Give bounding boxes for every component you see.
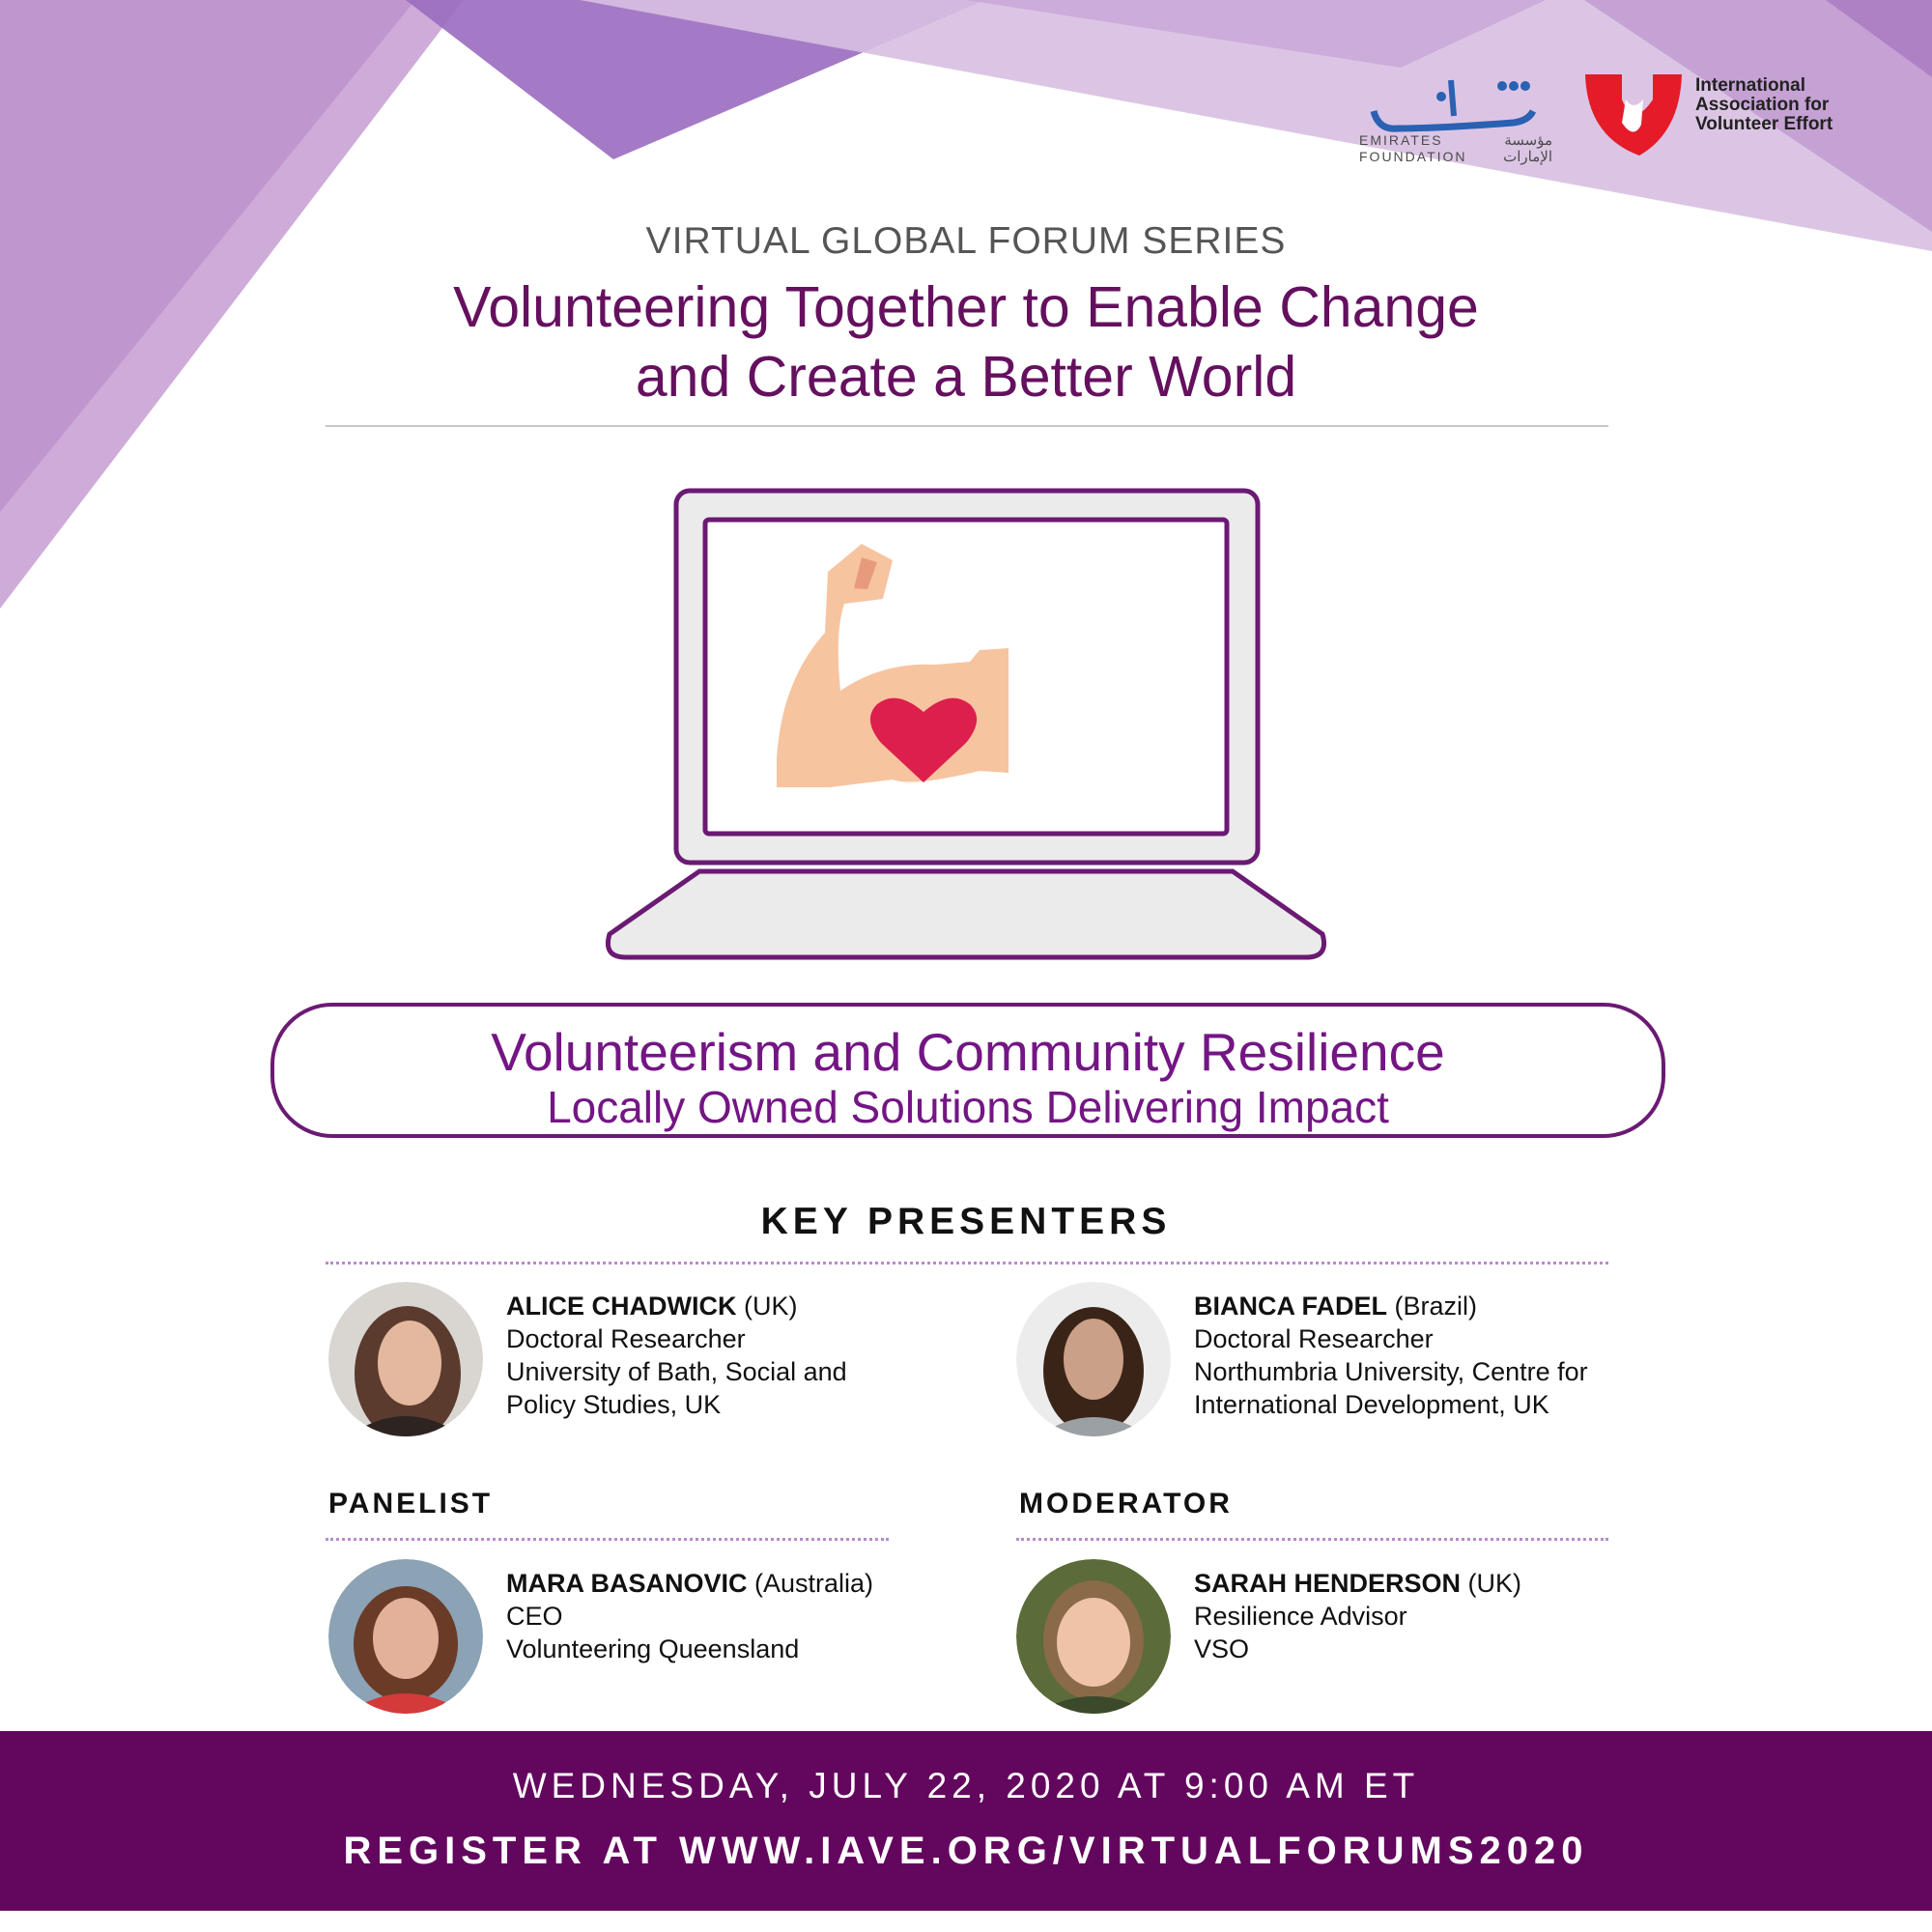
presenter-country: (Brazil) — [1387, 1292, 1477, 1321]
moderator-card — [1016, 1559, 1521, 1714]
presenter-card — [328, 1282, 847, 1436]
panelist-country: (Australia) — [747, 1569, 874, 1598]
iave-mark-icon — [1583, 72, 1684, 157]
iave-name: International Association for Volunteer Effort — [1695, 75, 1833, 134]
avatar — [328, 1559, 483, 1714]
emirates-foundation-mark — [1369, 72, 1543, 140]
panelist-name: MARA BASANOVIC — [506, 1569, 748, 1598]
avatar — [1016, 1282, 1171, 1436]
emirates-foundation-arabic: مؤسسة الإمارات — [1503, 132, 1552, 165]
title-line-2: and Create a Better World — [635, 345, 1297, 409]
moderator-line: Resilience Advisor — [1194, 1602, 1407, 1631]
iave-logo — [1583, 72, 1840, 157]
panelist-line: Volunteering Queensland — [506, 1634, 800, 1663]
title-divider — [326, 425, 1608, 427]
moderator-info — [1194, 1567, 1521, 1665]
topic-subtitle: Locally Owned Solutions Delivering Impact — [547, 1082, 1389, 1132]
partner-logos — [1359, 72, 1840, 179]
avatar — [1016, 1559, 1171, 1714]
panelist-line: CEO — [506, 1602, 563, 1631]
moderator-country: (UK) — [1461, 1569, 1522, 1598]
presenter-line: Doctoral Researcher — [506, 1324, 746, 1353]
moderator-line: VSO — [1194, 1634, 1250, 1663]
register-link[interactable]: REGISTER AT WWW.IAVE.ORG/VIRTUALFORUMS2020 — [343, 1830, 1589, 1872]
page-title — [0, 272, 1932, 412]
presenter-name: BIANCA FADEL — [1194, 1292, 1387, 1321]
presenter-card — [1016, 1282, 1588, 1436]
laptop-icon — [603, 488, 1329, 961]
presenter-line: International Development, UK — [1194, 1390, 1549, 1419]
presenter-line: Northumbria University, Centre for — [1194, 1357, 1588, 1386]
panelist-divider — [326, 1538, 889, 1541]
presenter-country: (UK) — [736, 1292, 798, 1321]
presenter-line: Doctoral Researcher — [1194, 1324, 1434, 1353]
emirates-foundation-logo — [1359, 72, 1552, 179]
panelist-heading: PANELIST — [328, 1488, 494, 1520]
presenter-line: University of Bath, Social and — [506, 1357, 847, 1386]
presenter-name: ALICE CHADWICK — [506, 1292, 737, 1321]
moderator-heading: MODERATOR — [1019, 1488, 1233, 1520]
presenter-info — [1194, 1290, 1588, 1421]
title-line-1: Volunteering Together to Enable Change — [453, 275, 1479, 339]
topic-title: Volunteerism and Community Resilience — [491, 1022, 1445, 1082]
moderator-divider — [1016, 1538, 1608, 1541]
moderator-name: SARAH HENDERSON — [1194, 1569, 1462, 1598]
presenter-line: Policy Studies, UK — [506, 1390, 722, 1419]
topic-box — [270, 1003, 1665, 1138]
avatar — [328, 1282, 483, 1436]
presenter-info — [506, 1290, 847, 1421]
key-presenters-heading: KEY PRESENTERS — [760, 1201, 1172, 1242]
series-label: VIRTUAL GLOBAL FORUM SERIES — [645, 220, 1287, 262]
event-date: WEDNESDAY, JULY 22, 2020 AT 9:00 AM ET — [512, 1766, 1420, 1805]
footer-banner — [0, 1731, 1932, 1911]
presenters-divider — [326, 1262, 1608, 1264]
emirates-foundation-english: EMIRATES FOUNDATION — [1359, 132, 1467, 164]
panelist-info — [506, 1567, 873, 1665]
panelist-card — [328, 1559, 873, 1714]
